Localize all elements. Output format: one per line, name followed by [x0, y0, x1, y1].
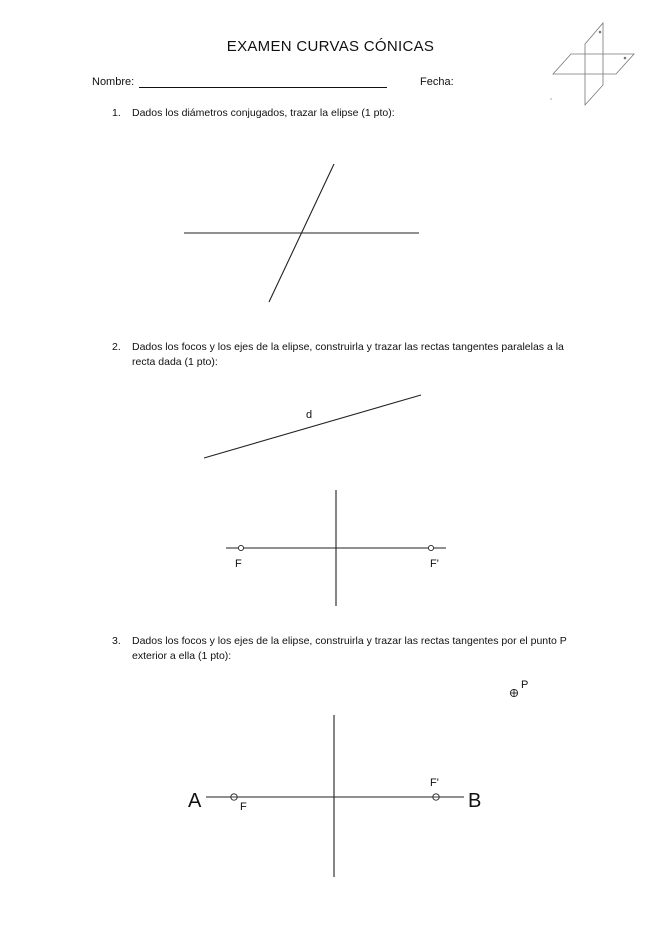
- dihedral-planes-icon: [550, 23, 634, 105]
- date-label: Fecha:: [420, 76, 454, 88]
- question-3-text: Dados los focos y los ejes de la elipse, construirla y trazar las rectas tangentes por el punto P exterior a ella (1 pto):: [132, 635, 567, 662]
- focus-f2-marker-3: [433, 794, 440, 800]
- conjugate-diameters-figure: [184, 164, 419, 302]
- ellipse-axes-figure-3: [188, 679, 528, 877]
- given-line-d: [204, 395, 421, 458]
- ellipse-axes-figure-2: [204, 395, 446, 606]
- point-p-label: P: [521, 679, 529, 691]
- question-1-number: 1.: [112, 107, 121, 119]
- focus-f-marker-3: [231, 794, 238, 800]
- question-1-text: Dados los diámetros conjugados, trazar la elipse (1 pto):: [132, 107, 395, 119]
- focus-f2-label-2: F': [430, 558, 439, 570]
- focus-f-label-2: F: [235, 558, 242, 570]
- name-label: Nombre:: [92, 76, 135, 88]
- question-2-number: 2.: [112, 341, 121, 353]
- point-p-marker: [510, 689, 518, 697]
- focus-f-marker-2: [238, 545, 243, 550]
- focus-f2-marker-2: [428, 545, 433, 550]
- question-2-text: Dados los focos y los ejes de la elipse, construirla y trazar las rectas tangentes paralelas a la recta dada (1 pto):: [132, 341, 564, 368]
- vertex-b-label: B: [468, 790, 482, 812]
- exam-title: EXAMEN CURVAS CÓNICAS: [226, 38, 435, 55]
- focus-f2-label-3: F': [430, 777, 439, 789]
- vertex-a-label: A: [188, 790, 202, 812]
- focus-f-label-3: F: [240, 801, 247, 813]
- question-3-number: 3.: [112, 635, 121, 647]
- line-d-label: d: [306, 409, 313, 421]
